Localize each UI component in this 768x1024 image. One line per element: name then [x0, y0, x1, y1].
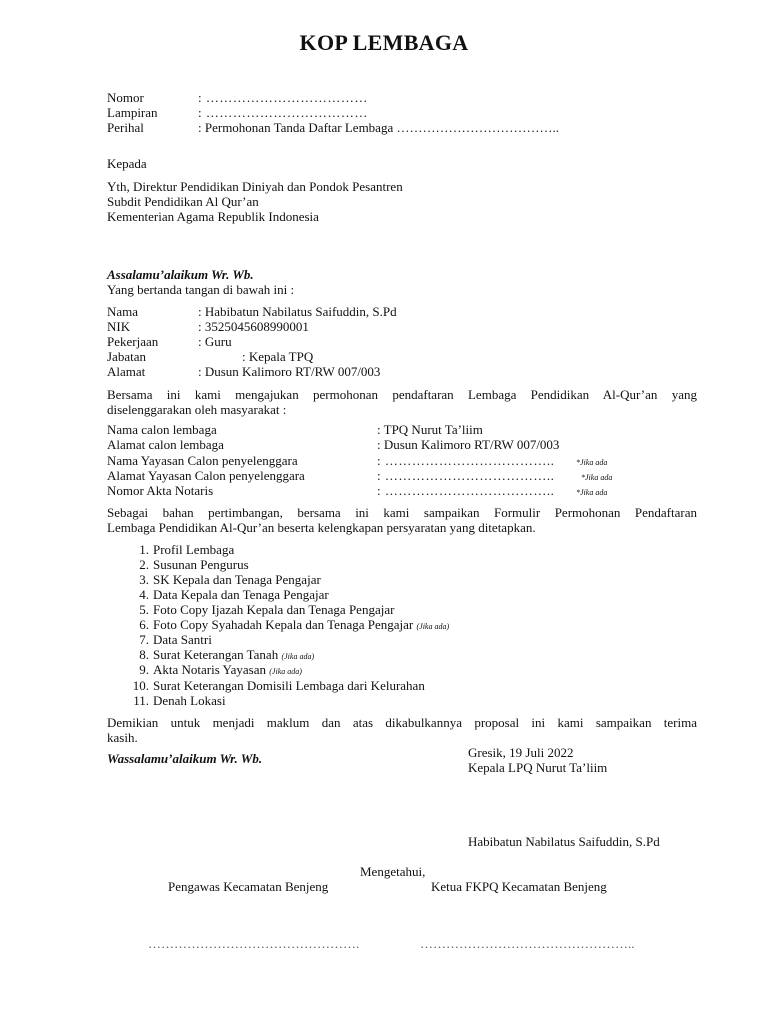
list-item-number: 9. — [139, 662, 149, 677]
approval-left-signature-line: …………………………………………. — [148, 936, 360, 951]
signer-pekerjaan-value: : Guru — [198, 334, 232, 349]
institution-alamat-value: : Dusun Kalimoro RT/RW 007/003 — [377, 437, 560, 452]
kepada-label: Kepada — [107, 156, 147, 171]
recipient-line-1: Yth, Direktur Pendidikan Diniyah dan Pondok Pesantren — [107, 179, 403, 194]
perihal-label: Perihal — [107, 120, 144, 135]
signer-nama-row — [107, 304, 707, 320]
list-item — [0, 557, 768, 573]
list-item-number: 2. — [139, 557, 149, 572]
institution-alamat-label: Alamat calon lembaga — [107, 437, 224, 452]
signer-nik-row — [107, 319, 707, 335]
signature-position: Kepala LPQ Nurut Ta’liim — [468, 760, 608, 775]
list-item-label: Akta Notaris Yayasan — [153, 662, 267, 677]
nomor-row — [107, 90, 707, 106]
signer-jabatan-label: Jabatan — [107, 349, 146, 364]
institution-alamat-row — [107, 437, 707, 453]
list-item-text: Susunan Pengurus — [153, 557, 249, 572]
institution-alamat-yayasan-value: : ……………………………….. — [377, 468, 555, 483]
institution-nama-row — [107, 422, 707, 438]
signer-jabatan-value: : Kepala TPQ — [242, 349, 314, 364]
list-item-number: 6. — [139, 617, 149, 632]
institution-akta-label: Nomor Akta Notaris — [107, 483, 214, 498]
para1-line-1: Bersama ini kami mengajukan permohonan pendaftaran Lembaga Pendidikan Al-Qur’an yang — [107, 387, 697, 402]
para2-line-1: Sebagai bahan pertimbangan, bersama ini kami sampaikan Formulir Permohonan Pendaftaran — [107, 505, 697, 520]
closing-line-2: kasih. — [107, 730, 138, 745]
mengetahui-label: Mengetahui, — [360, 864, 426, 879]
list-item-number: 11. — [133, 693, 149, 708]
list-item-number: 3. — [139, 572, 149, 587]
list-item-label: Foto Copy Syahadah Kepala dan Tenaga Pengajar — [153, 617, 414, 632]
letterhead-title: KOP LEMBAGA — [299, 30, 469, 55]
signer-nama-label: Nama — [107, 304, 139, 319]
list-item-number: 5. — [139, 602, 149, 617]
signer-alamat-value: : Dusun Kalimoro RT/RW 007/003 — [198, 364, 381, 379]
list-item — [0, 632, 768, 648]
approval-left-title: Pengawas Kecamatan Benjeng — [168, 879, 329, 894]
signature-place-date: Gresik, 19 Juli 2022 — [468, 745, 574, 760]
signer-alamat-row — [107, 364, 707, 380]
approval-right-signature-line: ………………………………………….. — [420, 936, 635, 951]
list-item-number: 4. — [139, 587, 149, 602]
list-item-note: (Jika ada) — [269, 667, 302, 676]
recipient-line-3: Kementerian Agama Republik Indonesia — [107, 209, 319, 224]
greeting: Assalamu’alaikum Wr. Wb. — [107, 267, 254, 282]
list-item-text: Profil Lembaga — [153, 542, 235, 557]
para2-line-2: Lembaga Pendidikan Al-Qur’an beserta kelengkapan persyaratan yang ditetapkan. — [107, 520, 536, 535]
institution-akta-value: : ……………………………….. — [377, 483, 555, 498]
institution-nama-label: Nama calon lembaga — [107, 422, 217, 437]
institution-yayasan-label: Nama Yayasan Calon penyelenggara — [107, 453, 298, 468]
list-item — [0, 602, 768, 618]
list-item — [0, 572, 768, 588]
closing-salam: Wassalamu’alaikum Wr. Wb. — [107, 751, 263, 766]
closing-line-1: Demikian untuk menjadi maklum dan atas dikabulkannya proposal ini kami sampaikan terima — [107, 715, 697, 730]
lampiran-label: Lampiran — [107, 105, 158, 120]
institution-yayasan-value: : ……………………………….. — [377, 453, 555, 468]
list-item-note: (Jika ada) — [416, 622, 450, 631]
nomor-label: Nomor — [107, 90, 144, 105]
signer-nik-label: NIK — [107, 319, 131, 334]
recipient-line-2: Subdit Pendidikan Al Qur’an — [107, 194, 259, 209]
nomor-value: : ……………………………… — [198, 90, 368, 105]
institution-yayasan-row — [107, 453, 707, 469]
list-item-text: Data Kepala dan Tenaga Pengajar — [153, 587, 329, 602]
list-item-number: 10. — [132, 678, 149, 693]
signer-pekerjaan-label: Pekerjaan — [107, 334, 159, 349]
list-item-text: Foto Copy Ijazah Kepala dan Tenaga Pengajar — [153, 602, 395, 617]
signer-nik-value: : 3525045608990001 — [198, 319, 309, 334]
lampiran-value: : ……………………………… — [198, 105, 368, 120]
signer-alamat-label: Alamat — [107, 364, 146, 379]
list-item — [0, 678, 768, 694]
institution-alamat-yayasan-label: Alamat Yayasan Calon penyelenggara — [107, 468, 305, 483]
perihal-value: : Permohonan Tanda Daftar Lembaga ……………………………….. — [198, 120, 559, 135]
institution-alamat-yayasan-row — [107, 468, 707, 484]
intro-text: Yang bertanda tangan di bawah ini : — [107, 282, 295, 297]
list-item-label: Surat Keterangan Tanah — [153, 647, 279, 662]
institution-akta-note: *Jika ada — [576, 488, 608, 497]
list-item-number: 1. — [139, 542, 149, 557]
list-item-text: SK Kepala dan Tenaga Pengajar — [153, 572, 321, 587]
list-item-number: 8. — [139, 647, 149, 662]
signer-nama-value: : Habibatun Nabilatus Saifuddin, S.Pd — [198, 304, 397, 319]
list-item-note: (Jika ada) — [281, 652, 315, 661]
signer-pekerjaan-row — [107, 334, 707, 350]
institution-yayasan-note: *Jika ada — [576, 458, 608, 467]
signer-jabatan-row — [107, 349, 707, 365]
institution-nama-value: : TPQ Nurut Ta’liim — [377, 422, 483, 437]
list-item — [0, 617, 768, 633]
institution-akta-row — [107, 483, 707, 499]
perihal-row — [107, 120, 707, 136]
approval-right-title: Ketua FKPQ Kecamatan Benjeng — [431, 879, 607, 894]
para1-line-2: diselenggarakan oleh masyarakat : — [107, 402, 287, 417]
list-item — [0, 693, 768, 709]
list-item — [0, 542, 768, 558]
lampiran-row — [107, 105, 707, 121]
list-item — [0, 662, 768, 678]
list-item — [0, 647, 768, 663]
list-item-text: Denah Lokasi — [153, 693, 226, 708]
list-item-text: Surat Keterangan Domisili Lembaga dari Kelurahan — [153, 678, 425, 693]
institution-alamat-yayasan-note: *Jika ada — [581, 473, 613, 482]
list-item-number: 7. — [139, 632, 149, 647]
list-item — [0, 587, 768, 603]
signature-name: Habibatun Nabilatus Saifuddin, S.Pd — [468, 834, 660, 849]
list-item-text: Data Santri — [153, 632, 212, 647]
